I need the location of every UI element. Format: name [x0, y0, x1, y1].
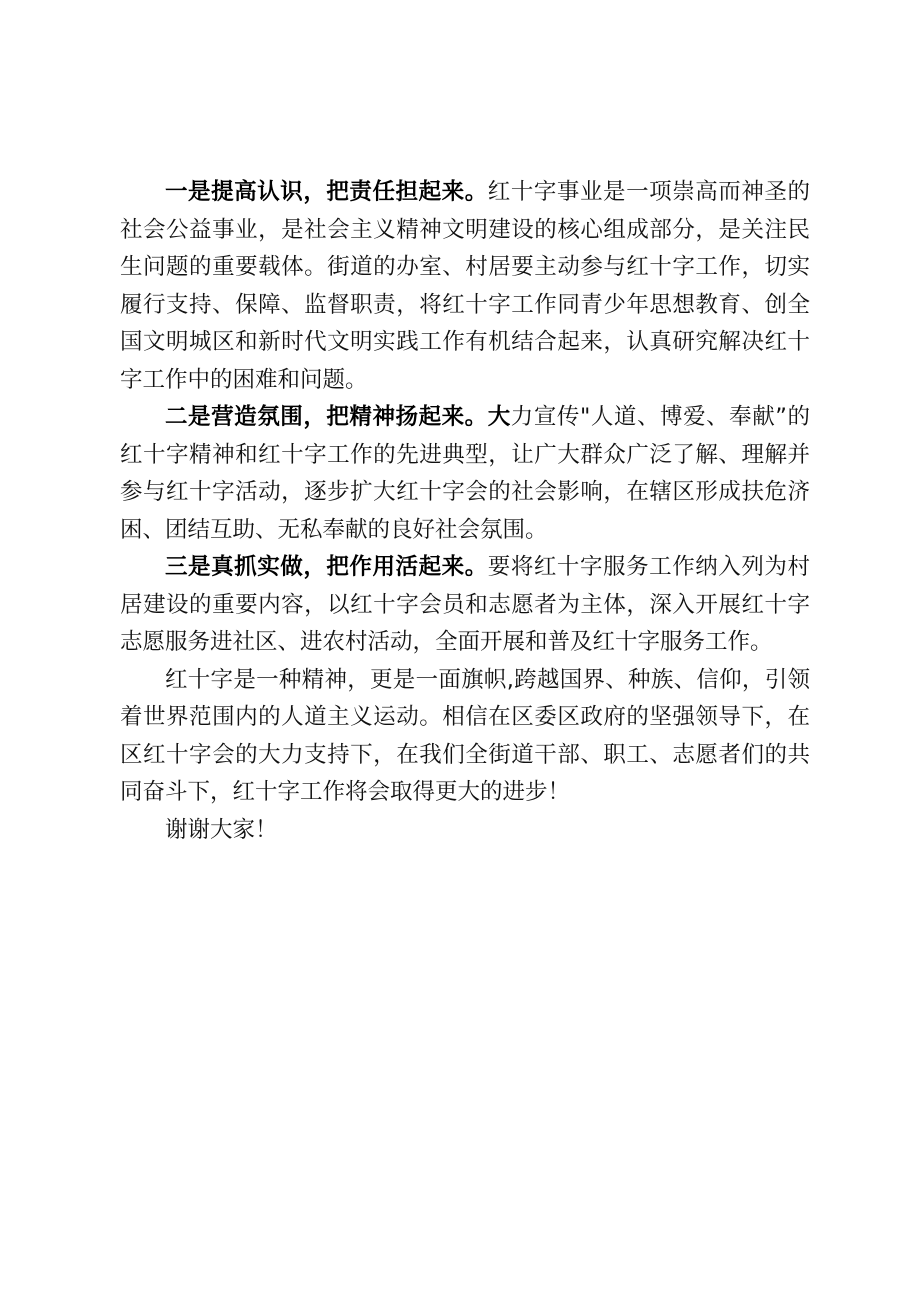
- paragraph-1-text: 红十字事业是一项崇高而神圣的社会公益事业，是社会主义精神文明建设的核心组成部分，是关注民生问题的重要载体。街道的办室、村居要主动参与红十字工作，切实履行支持、保障、监督职责，将红十字工作同青少年思想教育、创全国文明城区和新时代文明实践工作有机结合起来，认真研究解决红十字工作中的困难和问题。: [120, 179, 810, 393]
- paragraph-1: [120, 174, 810, 399]
- paragraph-1-heading: 一是提高认识，把责任担起来。: [165, 179, 488, 205]
- paragraph-4: [120, 662, 810, 812]
- paragraph-3-heading: 三是真抓实做，把作用活起来。: [165, 554, 488, 580]
- paragraph-2: [120, 399, 810, 549]
- paragraph-2-text: 力宣传"人道、博爱、奉献”的红十字精神和红十字工作的先进典型，让广大群众广泛了解、理解并参与红十字活动，逐步扩大红十字会的社会影响，在辖区形成扶危济困、团结互助、无私奉献的良好社会氛围。: [120, 404, 810, 543]
- paragraph-2-heading: 二是营造氛围，把精神扬起来。大: [165, 404, 511, 430]
- closing-thanks: [120, 812, 810, 850]
- paragraph-4-text: 红十字是一种精神，更是一面旗帜,跨越国界、种族、信仰，引领着世界范围内的人道主义运动。相信在区委区政府的坚强领导下，在区红十字会的大力支持下，在我们全街道干部、职工、志愿者们的共同奋斗下，红十字工作将会取得更大的进步！: [120, 666, 810, 805]
- document-body: [120, 174, 810, 849]
- paragraph-3: [120, 549, 810, 662]
- paragraph-3-text: 要将红十字服务工作纳入列为村居建设的重要内容，以红十字会员和志愿者为主体，深入开展红十字志愿服务进社区、进农村活动，全面开展和普及红十字服务工作。: [120, 554, 810, 655]
- closing-thanks-text: 谢谢大家！: [165, 816, 278, 843]
